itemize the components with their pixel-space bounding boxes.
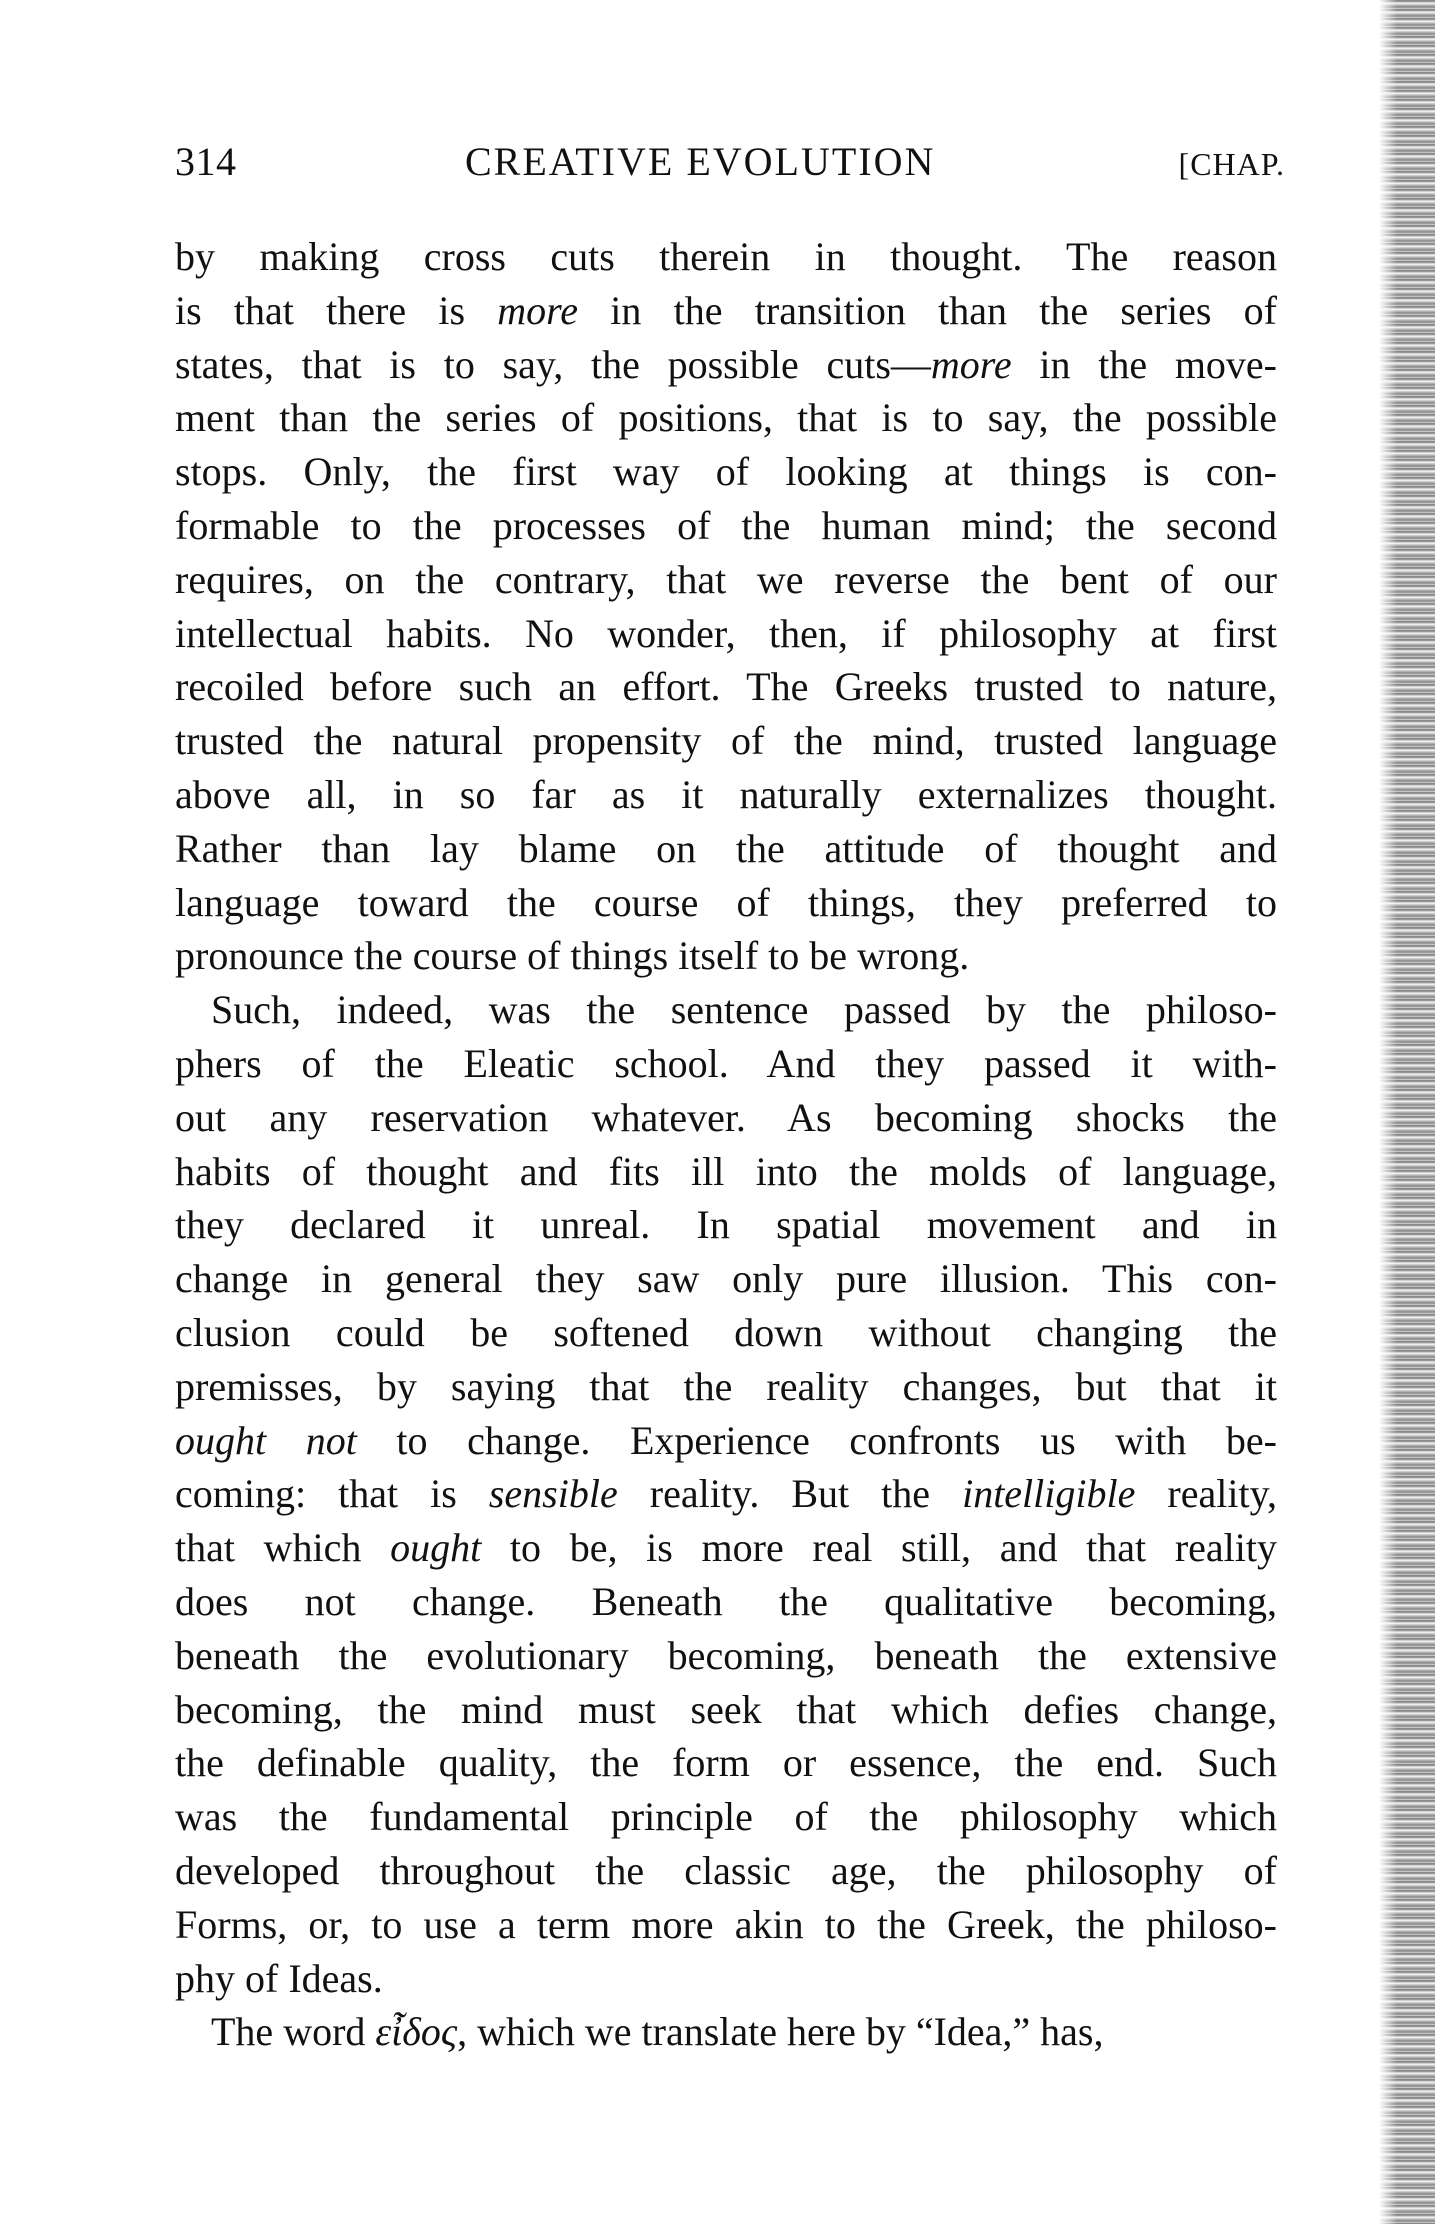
- text-run: reality. But the: [617, 1471, 963, 1517]
- text-run: Such, indeed, was the sentence passed by the philoso-: [211, 987, 1277, 1033]
- paragraph: [175, 983, 1277, 2005]
- text-line: [175, 445, 1277, 499]
- text-line: [175, 822, 1277, 876]
- page-edge-shadow: [1379, 0, 1435, 2224]
- text-run: trusted the natural propensity of the mind, trusted language: [175, 718, 1277, 764]
- text-run: in the transition than the series of: [578, 287, 1278, 333]
- italic-text: more: [930, 341, 1012, 387]
- text-line: [175, 499, 1277, 553]
- text-run: is that there is: [175, 287, 498, 333]
- text-run: pronounce the course of things itself to be wrong.: [175, 933, 970, 979]
- text-run: stops. Only, the first way of looking at things is con-: [175, 449, 1277, 495]
- text-run: was the fundamental principle of the philosophy which: [175, 1794, 1277, 1840]
- text-line: [175, 1521, 1277, 1575]
- text-run: phers of the Eleatic school. And they passed it with-: [175, 1040, 1277, 1086]
- text-line: [175, 1467, 1277, 1521]
- text-run: developed throughout the classic age, the philosophy of: [175, 1847, 1277, 1893]
- text-run: that which: [175, 1525, 391, 1571]
- text-run: habits of thought and fits ill into the molds of language,: [175, 1148, 1277, 1194]
- text-line: [175, 1629, 1277, 1683]
- text-line: [175, 1683, 1277, 1737]
- paragraph: [175, 2005, 1277, 2059]
- italic-text: intelligible: [962, 1471, 1136, 1517]
- text-line: [175, 876, 1277, 930]
- text-run: formable to the processes of the human mind; the second: [175, 502, 1277, 548]
- running-title: CREATIVE EVOLUTION: [465, 139, 936, 184]
- text-line: [175, 1844, 1277, 1898]
- paragraph: [175, 230, 1277, 983]
- text-line: [175, 1252, 1277, 1306]
- text-line: [175, 1145, 1277, 1199]
- chapter-mark: [CHAP.: [1178, 146, 1285, 182]
- text-run: , which we translate here by “Idea,” has,: [457, 2009, 1104, 2055]
- text-run: by making cross cuts therein in thought. The reason: [175, 234, 1277, 279]
- text-line: [175, 1736, 1277, 1790]
- text-run: premisses, by saying that the reality changes, but that it: [175, 1363, 1277, 1409]
- page-header: [175, 138, 1285, 198]
- text-run: beneath the evolutionary becoming, beneath the extensive: [175, 1632, 1277, 1678]
- italic-text: sensible: [488, 1471, 618, 1517]
- italic-text: εἶδος: [375, 2009, 458, 2055]
- text-line: [175, 553, 1277, 607]
- italic-text: more: [497, 287, 579, 333]
- text-line: [175, 2005, 1277, 2059]
- text-line: [175, 284, 1277, 338]
- text-run: they declared it unreal. In spatial movement and in: [175, 1202, 1277, 1248]
- text-run: phy of Ideas.: [175, 1955, 383, 2001]
- text-run: out any reservation whatever. As becoming shocks the: [175, 1094, 1277, 1140]
- text-run: states, that is to say, the possible cuts—: [175, 341, 931, 387]
- text-line: [175, 1898, 1277, 1952]
- italic-text: ought: [390, 1525, 482, 1571]
- text-run: does not change. Beneath the qualitative becoming,: [175, 1578, 1277, 1624]
- italic-text: ought not: [175, 1417, 357, 1463]
- text-line: [175, 338, 1277, 392]
- text-line: [175, 391, 1277, 445]
- text-run: intellectual habits. No wonder, then, if philosophy at first: [175, 610, 1277, 656]
- text-line: [175, 1091, 1277, 1145]
- page-number: 314: [175, 139, 237, 184]
- text-run: to be, is more real still, and that reality: [481, 1525, 1277, 1571]
- text-run: in the move-: [1011, 341, 1278, 387]
- text-line: [175, 1037, 1277, 1091]
- text-line: [175, 1790, 1277, 1844]
- text-run: language toward the course of things, they preferred to: [175, 879, 1277, 925]
- text-line: [175, 1414, 1277, 1468]
- text-run: becoming, the mind must seek that which defies change,: [175, 1686, 1277, 1732]
- text-line: [175, 660, 1277, 714]
- text-run: Forms, or, to use a term more akin to the Greek, the philoso-: [175, 1901, 1277, 1947]
- text-run: coming: that is: [175, 1471, 489, 1517]
- text-run: The word: [211, 2009, 376, 2055]
- text-run: ment than the series of positions, that is to say, the possible: [175, 395, 1277, 441]
- body-text: [175, 230, 1277, 2059]
- text-run: reality,: [1135, 1471, 1277, 1517]
- text-line: [175, 1306, 1277, 1360]
- text-line: [175, 1575, 1277, 1629]
- text-line: [175, 1952, 1277, 2006]
- text-line: [175, 714, 1277, 768]
- text-run: change in general they saw only pure illusion. This con-: [175, 1256, 1277, 1302]
- text-line: [175, 768, 1277, 822]
- text-run: recoiled before such an effort. The Greeks trusted to nature,: [175, 664, 1277, 710]
- text-run: requires, on the contrary, that we reverse the bent of our: [175, 556, 1277, 602]
- text-line: [175, 1360, 1277, 1414]
- text-line: [175, 929, 1277, 983]
- text-run: the definable quality, the form or essence, the end. Such: [175, 1740, 1277, 1786]
- text-line: [175, 1198, 1277, 1252]
- text-run: above all, in so far as it naturally externalizes thought.: [175, 771, 1277, 817]
- text-line: [175, 607, 1277, 661]
- text-run: to change. Experience confronts us with be-: [356, 1417, 1277, 1463]
- text-run: clusion could be softened down without changing the: [175, 1309, 1277, 1355]
- text-run: Rather than lay blame on the attitude of thought and: [175, 825, 1277, 871]
- text-line: [175, 983, 1277, 1037]
- text-line: [175, 230, 1277, 284]
